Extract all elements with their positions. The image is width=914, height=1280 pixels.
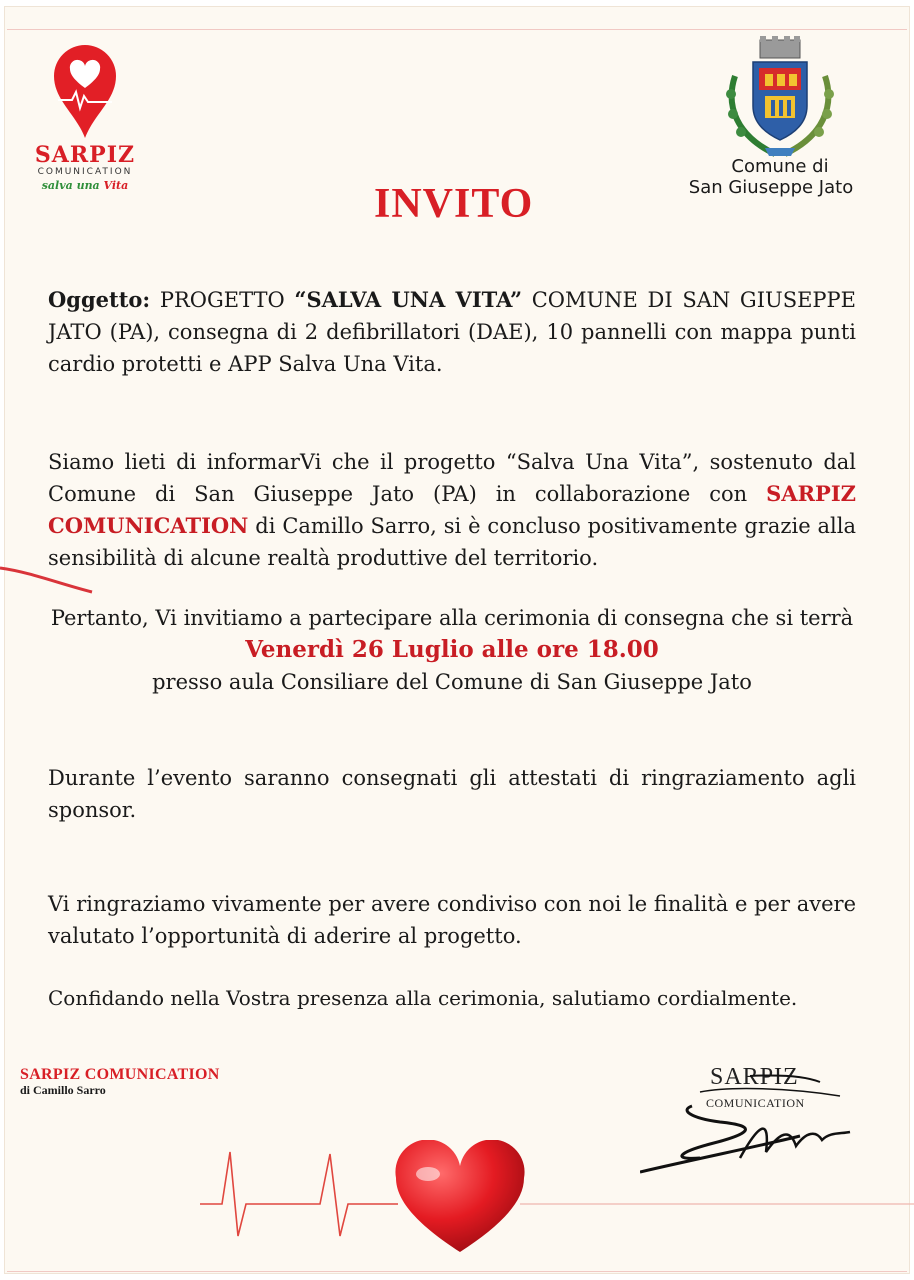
footer-company-name: SARPIZ COMUNICATION: [20, 1066, 220, 1083]
event-date: Venerdì 26 Luglio alle ore 18.00: [245, 636, 659, 663]
intro-text-after: di Camillo Sarro, si è concluso positivamente grazie alla sensibilità di alcune realtà produttive del territorio.: [48, 514, 856, 570]
municipality-name: San Giuseppe Jato: [688, 177, 854, 198]
municipality-label: Comune di: [731, 156, 829, 177]
heartbeat-heart-icon: [200, 1140, 914, 1260]
subject-project: “SALVA UNA VITA”: [294, 287, 523, 312]
closing-paragraph: Confidando nella Vostra presenza alla cerimonia, salutiamo cordialmente.: [48, 986, 798, 1010]
intro-text-before: Siamo lieti di informarVi che il progetto “Salva Una Vita”, sostenuto dal Comune di San Giuseppe Jato (PA) in collaborazione con: [48, 450, 856, 506]
subject-paragraph: [48, 284, 856, 380]
intro-paragraph: [48, 446, 856, 574]
page-title: INVITO: [374, 181, 534, 227]
thanks-paragraph: Vi ringraziamo vivamente per avere condiviso con noi le finalità e per avere valutato l’opportunità di aderire al progetto.: [48, 892, 856, 948]
stamp-name: SARPIZ: [710, 1064, 799, 1090]
logo-tag-red: Vita: [103, 179, 129, 192]
subject-label: Oggetto:: [48, 287, 151, 312]
stamp-subtitle: COMUNICATION: [706, 1096, 805, 1110]
event-paragraph: Durante l’evento saranno consegnati gli attestati di ringraziamento agli sponsor.: [48, 766, 856, 822]
logo-tag-green: salva una: [41, 179, 104, 192]
coat-of-arms: [688, 36, 860, 198]
invitation-block: [44, 602, 860, 698]
logo-tagline: [20, 179, 150, 192]
footer-owner: di Camillo Sarro: [20, 1083, 106, 1097]
red-marker-stroke: [0, 560, 100, 600]
invitation-line: Pertanto, Vi invitiamo a partecipare alla cerimonia di consegna che si terrà: [50, 606, 854, 630]
event-place: presso aula Consiliare del Comune di San Giuseppe Jato: [152, 670, 752, 694]
company-highlight: SARPIZ COMUNICATION: [48, 481, 856, 538]
subject-pre: PROGETTO: [150, 288, 295, 312]
footer-company: [20, 1066, 220, 1098]
sarpiz-logo: [20, 44, 150, 192]
logo-subtitle: COMUNICATION: [37, 167, 133, 177]
heart-pin-icon: [52, 44, 118, 140]
subject-rest: COMUNE DI SAN GIUSEPPE JATO (PA), consegna di 2 defibrillatori (DAE), 10 pannelli con mappa punti cardio protetti e APP Salva Una Vita.: [48, 288, 856, 376]
logo-name: SARPIZ: [34, 142, 136, 168]
coat-of-arms-icon: [715, 36, 845, 160]
